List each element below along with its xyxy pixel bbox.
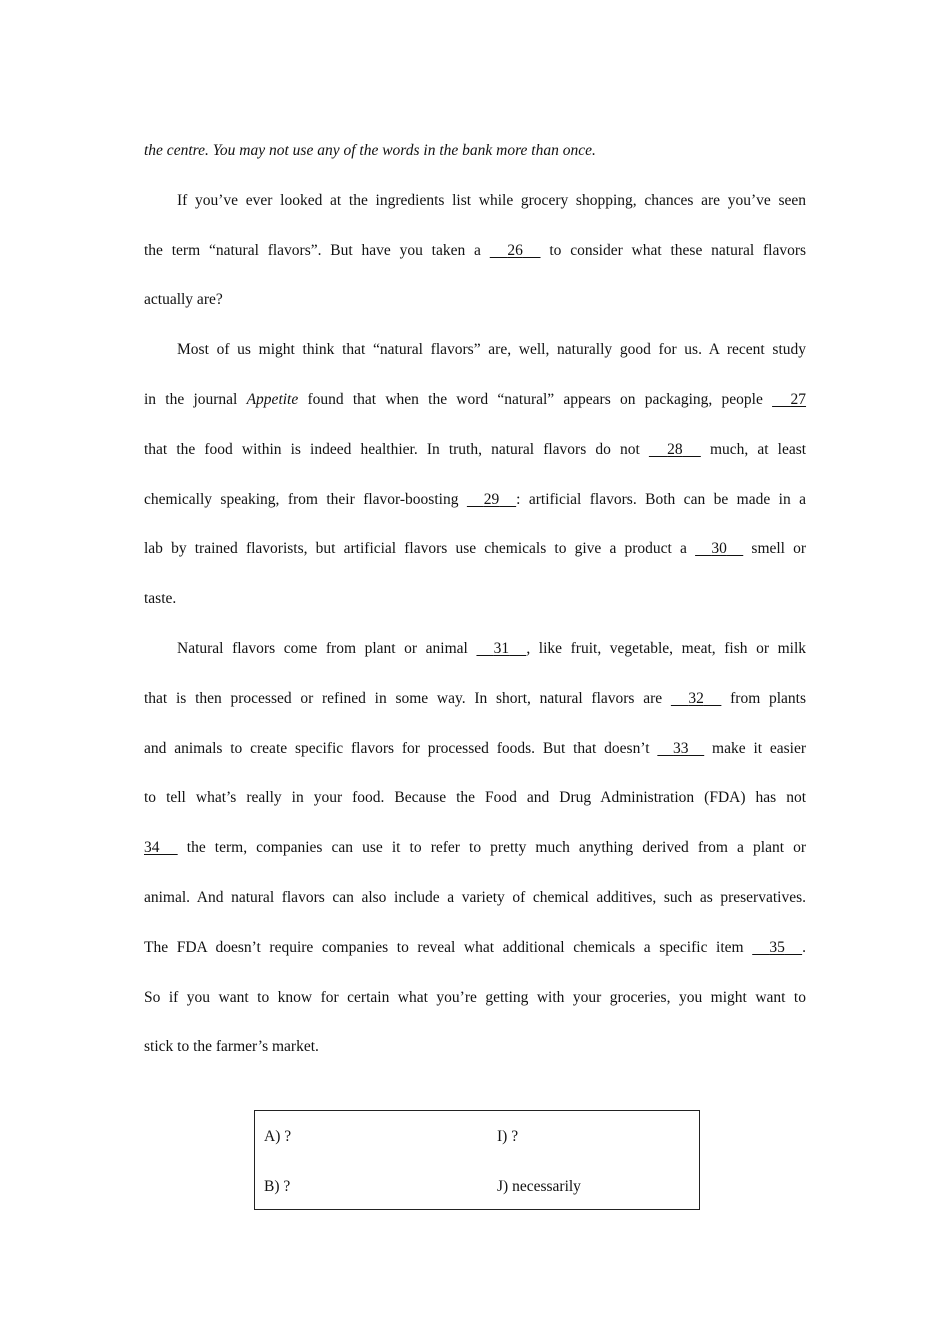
- blank-31[interactable]: 31: [493, 639, 510, 657]
- p3-line-2: that is then processed or refined in some way. In short, natural flavors are 32 from plants: [144, 689, 807, 707]
- blank-28[interactable]: 28: [667, 440, 683, 458]
- journal-title: Appetite: [246, 390, 299, 408]
- p1-line-3: actually are?: [144, 291, 223, 309]
- blank-26[interactable]: 26: [507, 241, 523, 259]
- p2-line-4: chemically speaking, from their flavor-boosting 29 : artificial flavors. Both can be made in a: [144, 490, 807, 508]
- blank-35[interactable]: 35: [769, 938, 785, 956]
- p3-line-7: The FDA doesn’t require companies to reveal what additional chemicals a specific item 35 .: [144, 938, 806, 956]
- p2-line-3: that the food within is indeed healthier. In truth, natural flavors do not 28 much, at least: [144, 440, 807, 458]
- word-bank: [254, 1110, 700, 1210]
- p2-line-2: in the journal Appetite found that when the word “natural” appears on packaging, people 27: [144, 390, 807, 408]
- blank-29[interactable]: 29: [483, 490, 500, 508]
- p1-line-2: the term “natural flavors”. But have you taken a 26 to consider what these natural flavors: [144, 241, 807, 259]
- bank-option-j[interactable]: J) necessarily: [497, 1178, 581, 1195]
- p3-line-3: and animals to create specific flavors for processed foods. But that doesn’t 33 make it easier: [144, 739, 807, 757]
- p3-line-1: Natural flavors come from plant or animal 31 , like fruit, vegetable, meat, fish or milk: [177, 639, 806, 657]
- p3-line-5: 34 the term, companies can use it to refer to pretty much anything derived from a plant or: [144, 839, 806, 857]
- bank-option-i[interactable]: I) ?: [497, 1128, 519, 1145]
- p3-line-9: stick to the farmer’s market.: [144, 1038, 319, 1056]
- p2-line-1: Most of us might think that “natural flavors” are, well, naturally good for us. A recent study: [177, 341, 806, 359]
- blank-27[interactable]: 27: [790, 390, 807, 408]
- bank-option-b[interactable]: B) ?: [264, 1178, 291, 1195]
- blank-33[interactable]: 33: [673, 739, 689, 757]
- blank-32[interactable]: 32: [688, 689, 704, 707]
- blank-30[interactable]: 30: [711, 540, 727, 558]
- passage: [144, 126, 806, 1072]
- p3-line-6: animal. And natural flavors can also include a variety of chemical additives, such as preservatives.: [144, 888, 806, 906]
- p2-line-5: lab by trained flavorists, but artificial flavors use chemicals to give a product a 30 smell or: [144, 540, 807, 558]
- p1-line-1: If you’ve ever looked at the ingredients list while grocery shopping, chances are you’ve seen: [177, 191, 806, 209]
- p3-line-8: So if you want to know for certain what you’re getting with your groceries, you might want to: [144, 988, 806, 1006]
- p3-line-4: to tell what’s really in your food. Because the Food and Drug Administration (FDA) has not: [144, 789, 806, 807]
- blank-34[interactable]: 34: [144, 839, 160, 857]
- bank-option-a[interactable]: A) ?: [264, 1128, 292, 1145]
- instruction-text: the centre. You may not use any of the words in the bank more than once.: [144, 142, 596, 159]
- p2-line-6: taste.: [144, 590, 177, 608]
